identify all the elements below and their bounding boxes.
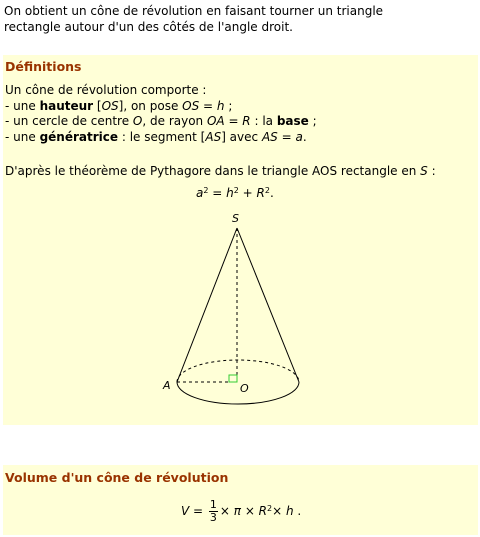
cone-figure — [3, 55, 478, 425]
generatrix-right-line — [237, 228, 299, 382]
base-hidden-arc — [177, 360, 299, 382]
intro-line-2: rectangle autour d'un des côtés de l'angle droit. — [4, 20, 293, 34]
intro-line-1: On obtient un cône de révolution en faisant tourner un triangle — [4, 4, 384, 18]
definitions-title: Définitions — [5, 59, 82, 74]
label-a: A — [163, 379, 171, 392]
definitions-panel — [3, 55, 478, 425]
base-visible-arc — [177, 382, 299, 404]
volume-formula: V = $\frac{1}{3}$ × $\pi \times R^2\times h$ . — [181, 498, 302, 524]
volume-panel — [3, 465, 478, 535]
pythagoras-formula: $a^2 = h^2 + R^2$. — [196, 186, 274, 200]
definition-line-1: Un cône de révolution comporte : — [5, 83, 207, 97]
definition-line-base: - un cercle de centre O, de rayon OA = R : la base ; — [5, 114, 317, 128]
fraction-one-third: $\frac{1}{3}$ — [209, 498, 217, 524]
label-o: O — [240, 382, 249, 395]
volume-title: Volume d'un cône de révolution — [5, 470, 229, 485]
definition-line-height: - une hauteur [OS], on pose OS = h ; — [5, 98, 233, 113]
label-s: S — [232, 212, 239, 225]
right-angle-marker — [229, 375, 237, 382]
definition-line-generatrix: - une génératrice : le segment [AS] avec AS = a. — [5, 129, 307, 144]
pythagoras-sentence: D'après le théorème de Pythagore dans le triangle AOS rectangle en S : — [5, 164, 436, 178]
intro-text — [4, 3, 474, 35]
generatrix-left-line — [177, 228, 237, 382]
